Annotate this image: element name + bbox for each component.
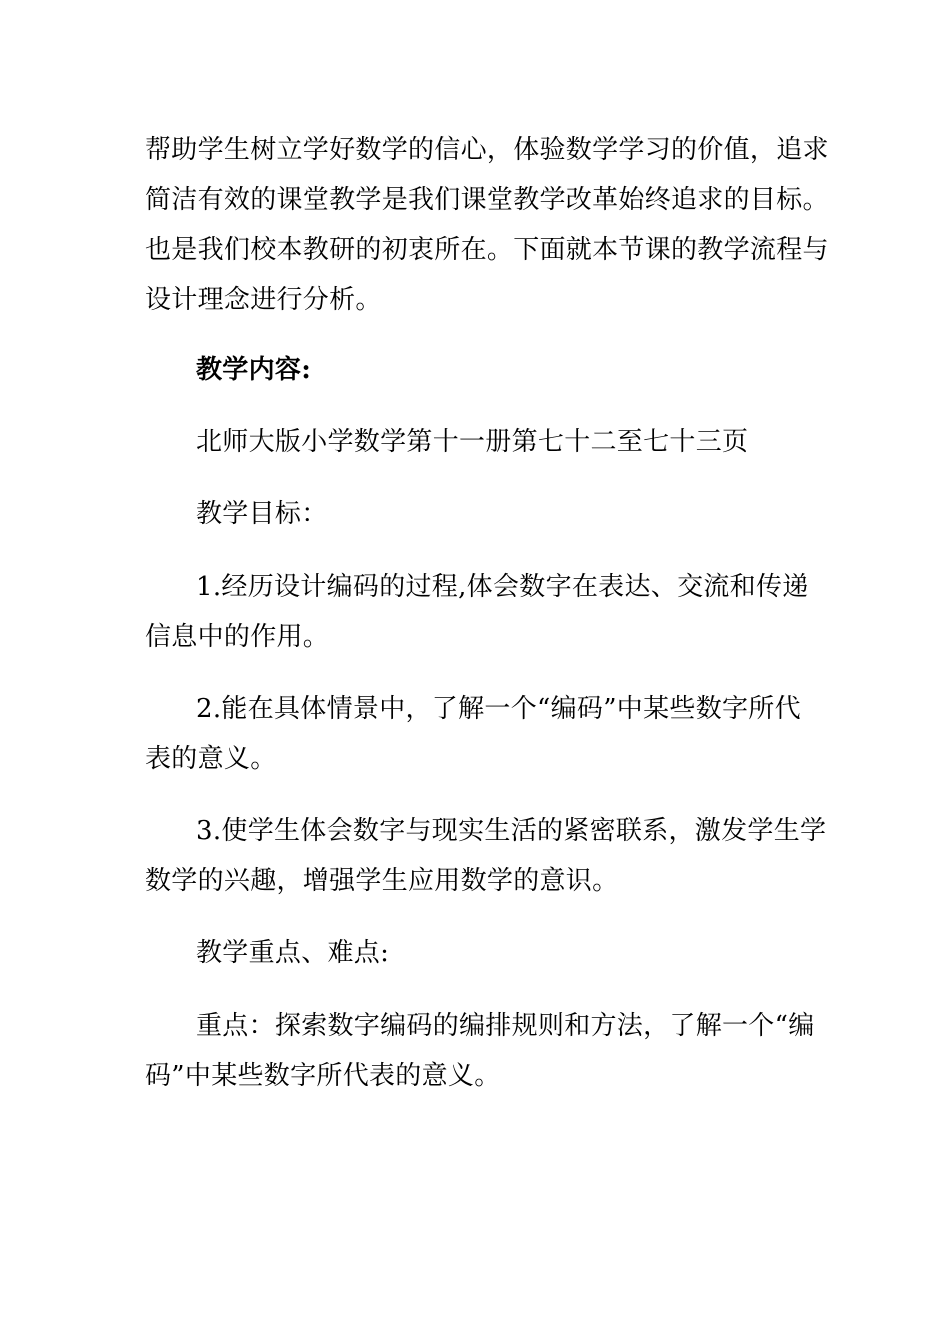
key-heading: 教学重点、难点: xyxy=(196,938,390,968)
goal-2-line-2: 表的意义。 xyxy=(145,744,277,774)
goals-heading: 教学目标： xyxy=(196,499,328,529)
content-text: 北师大版小学数学第十一册第七十二至七十三页 xyxy=(196,427,749,457)
goal-2-line-1: 2.能在具体情景中，了解一个“编码”中某些数字所代 xyxy=(196,694,801,724)
intro-line-4: 设计理念进行分析。 xyxy=(145,285,382,315)
goal-3-line-2: 数学的兴趣，增强学生应用数学的意识。 xyxy=(145,866,619,896)
content-heading: 教学内容: xyxy=(196,355,312,385)
goal-3-line-1: 3.使学生体会数字与现实生活的紧密联系，激发学生学 xyxy=(196,816,827,846)
goal-1-line-1: 1.经历设计编码的过程,体会数字在表达、交流和传递 xyxy=(196,572,809,602)
key-point-line-2: 码”中某些数字所代表的意义。 xyxy=(145,1061,501,1091)
goal-1-line-2: 信息中的作用。 xyxy=(145,622,330,652)
intro-line-1: 帮助学生树立学好数学的信心，体验数学学习的价值，追求 xyxy=(145,135,829,165)
key-point-line-1: 重点：探索数字编码的编排规则和方法，了解一个“编 xyxy=(196,1011,815,1041)
intro-line-3: 也是我们校本教研的初衷所在。下面就本节课的教学流程与 xyxy=(145,235,829,265)
intro-line-2: 简洁有效的课堂教学是我们课堂教学改革始终追求的目标。 xyxy=(145,185,829,215)
